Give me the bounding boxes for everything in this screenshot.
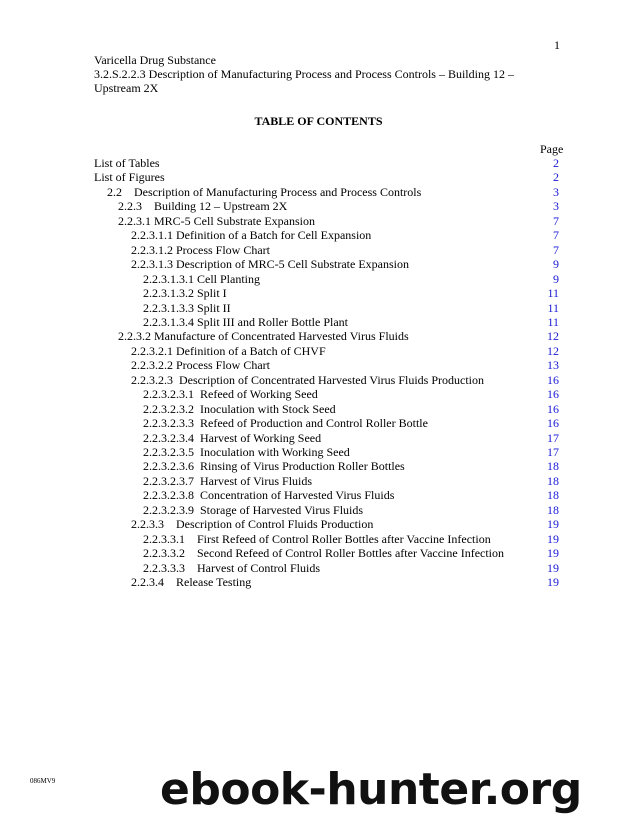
toc-entry[interactable]	[0, 503, 637, 517]
toc-entry[interactable]	[0, 431, 637, 445]
document-header	[94, 53, 564, 95]
toc-entry[interactable]	[0, 445, 637, 459]
toc-entry[interactable]	[0, 459, 637, 473]
toc-entry[interactable]	[0, 315, 637, 329]
toc-page-link[interactable]: 17	[547, 445, 559, 459]
toc-entry-title: List of Figures	[94, 170, 165, 185]
toc-page-link[interactable]: 7	[553, 213, 559, 228]
toc-entry-title: 2.2.3.2.3.2 Inoculation with Stock Seed	[143, 401, 336, 416]
toc-page-link[interactable]: 12	[547, 329, 559, 344]
toc-page-link[interactable]: 2	[553, 170, 559, 185]
toc-entry-title: 2.2.3.1.3.1 Cell Planting	[143, 271, 260, 286]
toc-page-link[interactable]: 3	[553, 184, 559, 199]
toc-page-link[interactable]: 19	[547, 560, 559, 575]
toc-page-link[interactable]: 9	[553, 271, 559, 286]
toc-page-link[interactable]: 18	[547, 459, 559, 474]
toc-entry[interactable]	[0, 561, 637, 575]
toc-entry-title: 2.2.3.1.3.3 Split II	[143, 300, 231, 315]
toc-entry-title: 2.2.3.2.3.4 Harvest of Working Seed	[143, 430, 322, 445]
toc-entry-title: 2.2.3.1.3.2 Split I	[143, 286, 227, 301]
toc-entry-title: 2.2.3.4 Release Testing	[131, 575, 252, 590]
toc-page-link[interactable]: 17	[547, 430, 559, 445]
toc-entry[interactable]	[0, 301, 637, 315]
toc-entry-title: 2.2.3.3.2 Second Refeed of Control Roller Bottles after Vaccine Infection	[143, 546, 505, 561]
toc-page-link[interactable]: 13	[547, 358, 559, 373]
toc-entry[interactable]	[0, 199, 637, 213]
toc-entry-title: 2.2.3.2.3.7 Harvest of Virus Fluids	[143, 473, 313, 488]
toc-entry[interactable]	[0, 532, 637, 546]
toc-entry[interactable]	[0, 228, 637, 242]
toc-entry-title: 2.2.3.3.3 Harvest of Control Fluids	[143, 560, 320, 575]
toc-entry[interactable]	[0, 575, 637, 589]
toc-page-link[interactable]: 7	[553, 242, 559, 257]
toc-entry-title: 2.2.3.2.2 Process Flow Chart	[131, 358, 270, 373]
toc-entry-title: 2.2.3.2.3.8 Concentration of Harvested Virus Fluids	[143, 488, 395, 503]
toc-entry[interactable]	[0, 257, 637, 271]
toc-page-link[interactable]: 16	[547, 401, 559, 416]
header-product: Varicella Drug Substance	[94, 53, 216, 67]
toc-entry[interactable]	[0, 358, 637, 372]
toc-page-link[interactable]: 11	[547, 314, 559, 329]
header-section: 3.2.S.2.2.3 Description of Manufacturing Process and Process Controls – Building 12 –	[94, 67, 514, 81]
toc-entry-title: 2.2.3 Building 12 – Upstream 2X	[118, 199, 288, 214]
toc-entry[interactable]	[0, 272, 637, 286]
toc-entry[interactable]	[0, 185, 637, 199]
toc-entry-title: 2.2.3.2.3 Description of Concentrated Harvested Virus Fluids Production	[131, 372, 485, 387]
watermark-logo: ebook-hunter.org	[160, 764, 582, 815]
toc-entry[interactable]	[0, 170, 637, 184]
toc-entry-title: 2.2.3.2.3.5 Inoculation with Working Seed	[143, 445, 350, 459]
toc-entry[interactable]	[0, 156, 637, 170]
page-number: 1	[554, 38, 560, 52]
page-column-label: Page	[540, 142, 564, 156]
toc-page-link[interactable]: 9	[553, 257, 559, 272]
toc-page-link[interactable]: 18	[547, 502, 559, 517]
header-section-cont: Upstream 2X	[94, 81, 159, 95]
toc-title: TABLE OF CONTENTS	[254, 114, 383, 128]
toc-entry[interactable]	[0, 373, 637, 387]
toc-entry-title: List of Tables	[94, 156, 160, 170]
toc-entry[interactable]	[0, 329, 637, 343]
toc-entry-title: 2.2.3.1 MRC-5 Cell Substrate Expansion	[118, 213, 315, 228]
toc-entry[interactable]	[0, 517, 637, 531]
toc-entry-title: 2.2.3.2.3.9 Storage of Harvested Virus Fluids	[143, 502, 364, 517]
toc-entry-title: 2.2.3.1.1 Definition of a Batch for Cell Expansion	[131, 228, 372, 243]
toc-page-link[interactable]: 3	[553, 199, 559, 214]
toc-page-link[interactable]: 11	[547, 286, 559, 301]
toc-page-link[interactable]: 16	[547, 416, 559, 431]
toc-entry[interactable]	[0, 402, 637, 416]
toc-page-link[interactable]: 11	[547, 300, 559, 315]
toc-entry-title: 2.2.3.2.3.6 Rinsing of Virus Production Roller Bottles	[143, 459, 405, 474]
toc-page-link[interactable]: 18	[547, 488, 559, 503]
toc-page-link[interactable]: 7	[553, 228, 559, 243]
toc-entry[interactable]	[0, 387, 637, 401]
toc-entry[interactable]	[0, 286, 637, 300]
toc-entry[interactable]	[0, 546, 637, 560]
toc-entry[interactable]	[0, 214, 637, 228]
toc-page-link[interactable]: 2	[553, 156, 559, 170]
footer-code: 086MV9	[30, 777, 56, 785]
toc-entry[interactable]	[0, 243, 637, 257]
toc-entry-title: 2.2.3.3 Description of Control Fluids Production	[131, 517, 374, 532]
toc-entry[interactable]	[0, 474, 637, 488]
toc-entry-title: 2.2.3.1.2 Process Flow Chart	[131, 242, 270, 257]
toc-page-link[interactable]: 16	[547, 387, 559, 402]
toc-entry-title: 2.2.3.2 Manufacture of Concentrated Harvested Virus Fluids	[118, 329, 409, 344]
toc-page-link[interactable]: 18	[547, 473, 559, 488]
toc-entry-title: 2.2.3.2.1 Definition of a Batch of CHVF	[131, 343, 326, 358]
toc-page-link[interactable]: 19	[547, 546, 559, 561]
toc-page-link[interactable]: 12	[547, 343, 559, 358]
toc-entry-title: 2.2.3.1.3 Description of MRC-5 Cell Substrate Expansion	[131, 257, 409, 272]
toc-entry[interactable]	[0, 344, 637, 358]
toc-entry-title: 2.2.3.2.3.3 Refeed of Production and Control Roller Bottle	[143, 416, 428, 431]
toc-entry-title: 2.2.3.3.1 First Refeed of Control Roller Bottles after Vaccine Infection	[143, 531, 491, 546]
toc-page-link[interactable]: 16	[547, 372, 559, 387]
toc-page-link[interactable]: 19	[547, 575, 559, 590]
toc-page-link[interactable]: 19	[547, 517, 559, 532]
toc-entry[interactable]	[0, 416, 637, 430]
toc-entry-title: 2.2.3.1.3.4 Split III and Roller Bottle Plant	[143, 314, 348, 329]
toc-page-link[interactable]: 19	[547, 531, 559, 546]
toc-entry-title: 2.2.3.2.3.1 Refeed of Working Seed	[143, 387, 318, 402]
toc-entry[interactable]	[0, 488, 637, 502]
toc-entry-title: 2.2 Description of Manufacturing Process and Process Controls	[107, 184, 422, 199]
